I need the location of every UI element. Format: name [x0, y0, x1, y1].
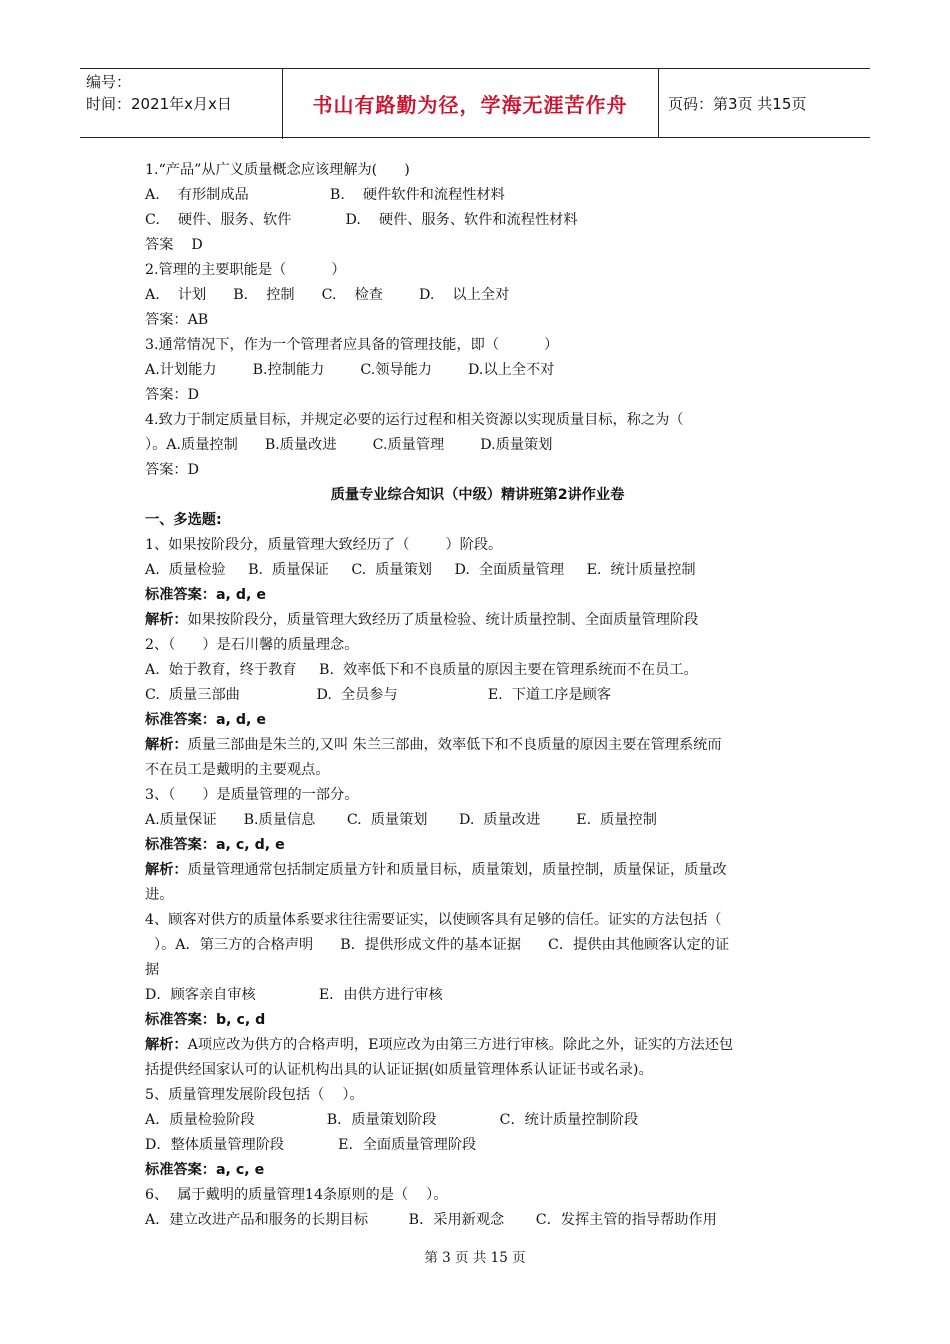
text-line [145, 1033, 810, 1058]
text-line: ）。A．第三方的合格声明 B．提供形成文件的基本证据 C．提供由其他顾客认定的证 [145, 937, 730, 953]
line-label: 标准答案： [145, 837, 216, 853]
text-line: A. 始于教育，终于教育 B. 效率低下和不良质量的原因主要在管理系统而不在员工。 [145, 662, 698, 678]
line-text: 质量三部曲是朱兰的,又叫 朱兰三部曲，效率低下和不良质量的原因主要在管理系统而 [187, 737, 722, 753]
text-line [145, 1008, 810, 1033]
line-label: 解析： [145, 862, 188, 878]
header-page-info: 页码：第3页 共15页 [668, 94, 807, 113]
text-line: 3、（ ）是质量管理的一部分。 [145, 787, 359, 803]
text-line: 答案：D [145, 462, 199, 478]
text-line: 2.管理的主要职能是（ ） [145, 262, 346, 278]
text-line: 答案 D [145, 237, 203, 253]
text-line [145, 583, 810, 608]
text-line: A.计划能力 B.控制能力 C.领导能力 D.以上全不对 [145, 362, 555, 378]
document-date: 时间：2021年x月x日 [86, 95, 232, 113]
text-line: ）。A.质量控制 B.质量改进 C.质量管理 D.质量策划 [145, 437, 553, 453]
page-footer: 第 3 页 共 15 页 [424, 1250, 526, 1266]
text-line: 进。 [145, 887, 174, 903]
line-text: a, d, e [215, 587, 266, 603]
text-line: 4.致力于制定质量目标，并规定必要的运行过程和相关资源以实现质量目标，称之为（ [145, 412, 684, 428]
text-line: A. 有形制成品 B. 硬件软件和流程性材料 [145, 187, 505, 203]
line-label: 标准答案： [145, 1012, 216, 1028]
line-label: 标准答案： [145, 1162, 216, 1178]
line-label: 解析： [145, 737, 188, 753]
page-header [80, 68, 870, 138]
text-line [145, 833, 810, 858]
line-label: 标准答案： [145, 712, 216, 728]
text-line: C. 硬件、服务、软件 D. 硬件、服务、软件和流程性材料 [145, 212, 578, 228]
header-motto: 书山有路勤为径，学海无涯苦作舟 [282, 69, 659, 137]
line-label: 标准答案： [145, 587, 216, 603]
line-text: 质量管理通常包括制定质量方针和质量目标，质量策划，质量控制，质量保证，质量改 [187, 862, 727, 878]
text-line: 1、如果按阶段分，质量管理大致经历了（ ）阶段。 [145, 537, 503, 553]
text-line: C. 质量三部曲 D. 全员参与 E. 下道工序是顾客 [145, 687, 612, 703]
line-text: A项应改为供方的合格声明，E项应改为由第三方进行审核。除此之外，证实的方法还包 [187, 1037, 734, 1053]
text-line: 不在员工是戴明的主要观点。 [145, 762, 330, 778]
text-line [145, 1158, 810, 1183]
text-line [145, 708, 810, 733]
line-text: a, c, d, e [215, 837, 285, 853]
line-label: 解析： [145, 1037, 188, 1053]
text-line: A. 质量检验 B. 质量保证 C. 质量策划 D. 全面质量管理 E. 统计质量控制 [145, 562, 696, 578]
text-line: 3.通常情况下，作为一个管理者应具备的管理技能，即（ ） [145, 337, 559, 353]
line-text: 如果按阶段分，质量管理大致经历了质量检验、统计质量控制、全面质量管理阶段 [187, 612, 699, 628]
line-label: 解析： [145, 612, 188, 628]
text-line: 6、 属于戴明的质量管理14条原则的是（ ）。 [145, 1187, 448, 1203]
line-text: b, c, d [215, 1012, 266, 1028]
text-line: A. 计划 B. 控制 C. 检查 D. 以上全对 [145, 287, 510, 303]
text-line: 答案：D [145, 387, 199, 403]
text-line: A．建立改进产品和服务的长期目标 B．采用新观念 C．发挥主管的指导帮助作用 [145, 1212, 717, 1228]
section-heading: 一、多选题: [145, 512, 222, 528]
text-line: A.质量保证 B.质量信息 C. 质量策划 D. 质量改进 E. 质量控制 [145, 812, 657, 828]
text-line: 据 [145, 962, 160, 978]
text-line: 括提供经国家认可的认证机构出具的认证证据(如质量管理体系认证证书或名录)。 [145, 1062, 653, 1078]
text-line: 答案：AB [145, 312, 209, 328]
text-line: 1.“产品”从广义质量概念应该理解为( ) [145, 162, 410, 178]
document-number-label: 编号： [86, 73, 132, 91]
text-line: 4、顾客对供方的质量体系要求往往需要证实，以使顾客具有足够的信任。证实的方法包括（ [145, 912, 722, 928]
text-line: A．质量检验阶段 B．质量策划阶段 C．统计质量控制阶段 [145, 1112, 639, 1128]
text-line [145, 858, 810, 883]
text-line [145, 733, 810, 758]
text-line [145, 608, 810, 633]
header-meta [80, 69, 283, 139]
text-line: 5、质量管理发展阶段包括（ ）。 [145, 1087, 364, 1103]
section-title: 质量专业综合知识（中级）精讲班第2讲作业卷 [330, 487, 625, 503]
text-line: D．整体质量管理阶段 E．全面质量管理阶段 [145, 1137, 477, 1153]
text-line: 2、（ ）是石川馨的质量理念。 [145, 637, 359, 653]
line-text: a, c, e [215, 1162, 265, 1178]
text-line: D．顾客亲自审核 E．由供方进行审核 [145, 987, 443, 1003]
document-body [145, 158, 810, 1233]
line-text: a, d, e [215, 712, 266, 728]
